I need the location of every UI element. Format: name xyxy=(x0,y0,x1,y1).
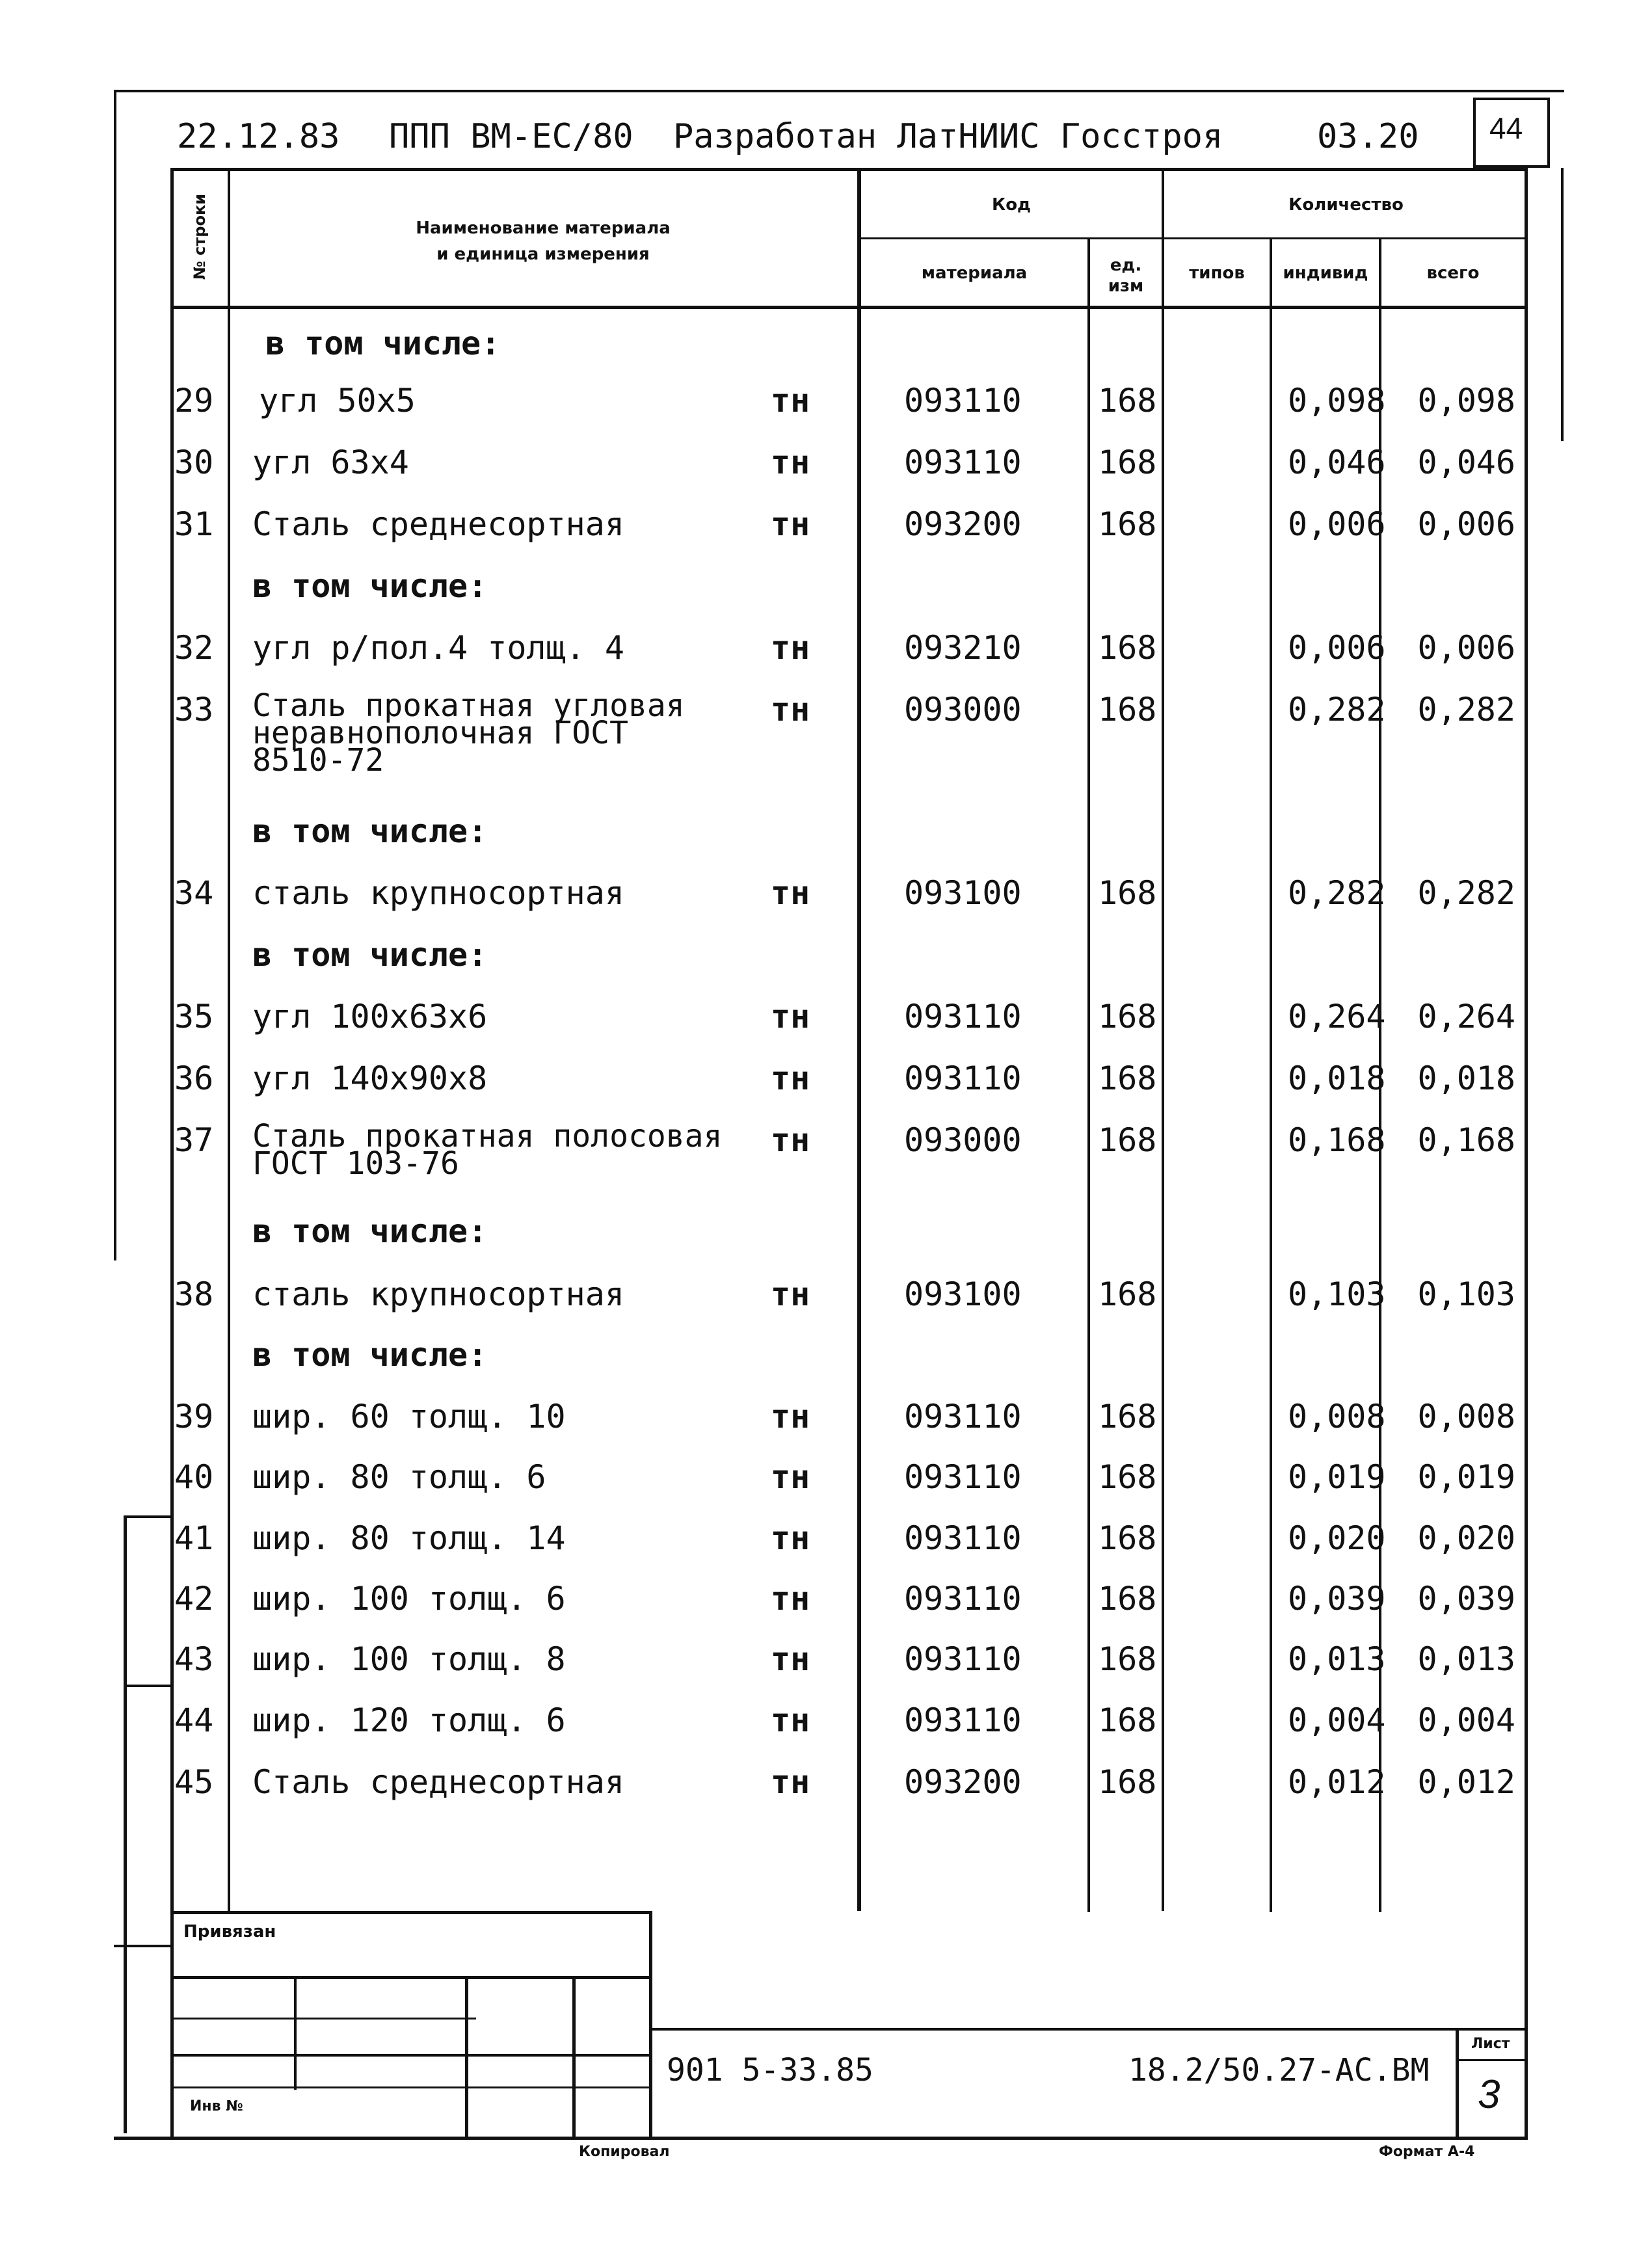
table-top-line xyxy=(170,168,1528,171)
row-total: 0,168 xyxy=(1417,1121,1515,1159)
row-name: шир. 100 толщ. 8 xyxy=(252,1640,566,1678)
frame-bottom-line xyxy=(114,2137,1528,2140)
row-name: угл 140х90х8 xyxy=(252,1060,488,1097)
table-row xyxy=(0,1520,1652,1579)
row-unit-code: 168 xyxy=(1098,1458,1157,1496)
row-unit: тн xyxy=(771,1580,810,1618)
row-name: Сталь прокатная полосовая xyxy=(252,1118,723,1154)
row-material-code: 093110 xyxy=(904,1519,1022,1557)
row-name: в том числе: xyxy=(265,325,501,362)
row-number: 33 xyxy=(174,691,214,728)
row-name: в том числе: xyxy=(252,1336,488,1374)
row-material-code: 093110 xyxy=(904,1701,1022,1739)
row-name: сталь крупносортная xyxy=(252,874,624,912)
row-unit-code: 168 xyxy=(1098,1398,1157,1435)
row-number: 43 xyxy=(174,1640,214,1678)
table-row xyxy=(0,1580,1652,1639)
row-material-code: 093000 xyxy=(904,1121,1022,1159)
table-row xyxy=(0,630,1652,688)
row-material-code: 093100 xyxy=(904,1275,1022,1313)
row-total: 0,013 xyxy=(1417,1640,1515,1678)
row-unit: тн xyxy=(771,1519,810,1557)
row-total: 0,046 xyxy=(1417,444,1515,481)
row-individual: 0,020 xyxy=(1288,1519,1386,1557)
row-unit-code: 168 xyxy=(1098,874,1157,912)
stamp-row-line2 xyxy=(170,2018,476,2019)
table-row xyxy=(0,998,1652,1057)
row-total: 0,012 xyxy=(1417,1763,1515,1801)
row-material-code: 093110 xyxy=(904,1060,1022,1097)
col-header-name-2: и единица измерения xyxy=(436,245,650,264)
header-code: ППП ВМ-ЕС/80 xyxy=(389,117,633,156)
sheet-number: 3 xyxy=(1478,2072,1500,2117)
row-individual: 0,019 xyxy=(1288,1458,1386,1496)
stamp-col-line3 xyxy=(572,1976,576,2139)
row-name-line2: неравнополочная ГОСТ xyxy=(252,715,628,751)
page-mark: 44 xyxy=(1489,111,1523,145)
row-unit: тн xyxy=(771,1398,810,1435)
table-row xyxy=(0,1702,1652,1761)
row-name: шир. 80 толщ. 6 xyxy=(252,1458,546,1496)
table-row xyxy=(0,568,1652,626)
table-row xyxy=(0,1764,1652,1822)
table-row xyxy=(0,506,1652,565)
table-row xyxy=(0,444,1652,503)
row-number: 38 xyxy=(174,1275,214,1313)
col-header-material: материала xyxy=(921,263,1028,283)
col-header-unit-1: ед. xyxy=(1110,256,1142,275)
row-name: угл 100х63х6 xyxy=(252,998,488,1035)
row-unit-code: 168 xyxy=(1098,444,1157,481)
row-total: 0,282 xyxy=(1417,691,1515,728)
row-unit-code: 168 xyxy=(1098,1060,1157,1097)
row-material-code: 093200 xyxy=(904,505,1022,543)
row-name-line3: 8510-72 xyxy=(252,742,384,779)
bound-label: Привязан xyxy=(183,1922,276,1941)
table-row xyxy=(0,1213,1652,1272)
header-mid-line xyxy=(857,237,1528,239)
row-material-code: 093110 xyxy=(904,1580,1022,1618)
row-name: угл 63х4 xyxy=(252,444,409,481)
col-header-code: Код xyxy=(991,195,1032,215)
row-number: 34 xyxy=(174,874,214,912)
row-individual: 0,282 xyxy=(1288,691,1386,728)
table-row xyxy=(0,687,1652,808)
doc-number: 901 5-33.85 xyxy=(667,2052,873,2088)
row-unit: тн xyxy=(771,444,810,481)
row-name: шир. 120 толщ. 6 xyxy=(252,1701,566,1739)
table-row xyxy=(0,1398,1652,1457)
row-total: 0,020 xyxy=(1417,1519,1515,1557)
row-unit: тн xyxy=(771,1458,810,1496)
stamp-bind-top xyxy=(170,1911,652,1914)
row-individual: 0,018 xyxy=(1288,1060,1386,1097)
row-individual: 0,046 xyxy=(1288,444,1386,481)
col-header-individual: индивид xyxy=(1283,263,1368,283)
row-unit: тн xyxy=(771,874,810,912)
header-number: 03.20 xyxy=(1317,117,1419,156)
row-number: 31 xyxy=(174,505,214,543)
row-unit: тн xyxy=(771,1060,810,1097)
row-material-code: 093110 xyxy=(904,382,1022,420)
row-number: 35 xyxy=(174,998,214,1035)
row-unit-code: 168 xyxy=(1098,691,1157,728)
row-total: 0,006 xyxy=(1417,505,1515,543)
row-material-code: 093100 xyxy=(904,874,1022,912)
sheet-box-mid xyxy=(1456,2059,1528,2061)
row-name: шир. 100 толщ. 6 xyxy=(252,1580,566,1618)
row-name: шир. 80 толщ. 14 xyxy=(252,1519,566,1557)
row-unit-code: 168 xyxy=(1098,1640,1157,1678)
stamp-bind-right xyxy=(649,1911,652,2139)
row-unit-code: 168 xyxy=(1098,1519,1157,1557)
table-row xyxy=(0,1276,1652,1335)
row-total: 0,264 xyxy=(1417,998,1515,1035)
row-total: 0,039 xyxy=(1417,1580,1515,1618)
row-individual: 0,008 xyxy=(1288,1398,1386,1435)
row-number: 37 xyxy=(174,1121,214,1159)
row-individual: 0,006 xyxy=(1288,629,1386,667)
table-row xyxy=(0,1459,1652,1517)
row-material-code: 093110 xyxy=(904,1640,1022,1678)
row-individual: 0,013 xyxy=(1288,1640,1386,1678)
bottom-left-tick3 xyxy=(114,1945,172,1947)
table-row xyxy=(0,1118,1652,1206)
row-material-code: 093110 xyxy=(904,1458,1022,1496)
row-unit-code: 168 xyxy=(1098,1275,1157,1313)
table-row xyxy=(0,325,1652,384)
row-unit: тн xyxy=(771,1275,810,1313)
row-unit-code: 168 xyxy=(1098,629,1157,667)
table-row xyxy=(0,1337,1652,1395)
row-name: в том числе: xyxy=(252,567,488,605)
row-material-code: 093200 xyxy=(904,1763,1022,1801)
row-number: 32 xyxy=(174,629,214,667)
row-total: 0,019 xyxy=(1417,1458,1515,1496)
row-number: 39 xyxy=(174,1398,214,1435)
row-name: в том числе: xyxy=(252,936,488,974)
row-unit-code: 168 xyxy=(1098,505,1157,543)
stamp-row-line3 xyxy=(170,2054,652,2057)
copied-label: Копировал xyxy=(579,2144,670,2160)
col-header-total: всего xyxy=(1426,263,1480,283)
table-row xyxy=(0,875,1652,933)
row-number: 45 xyxy=(174,1763,214,1801)
row-number: 40 xyxy=(174,1458,214,1496)
row-total: 0,282 xyxy=(1417,874,1515,912)
stamp-col-line1 xyxy=(294,1976,297,2090)
row-unit-code: 168 xyxy=(1098,1701,1157,1739)
header-date: 22.12.83 xyxy=(177,117,340,156)
header-bottom-line xyxy=(170,306,1528,309)
row-name: в том числе: xyxy=(252,1212,488,1250)
row-total: 0,103 xyxy=(1417,1275,1515,1313)
stamp-main-top xyxy=(652,2028,1528,2031)
sheet-box-left xyxy=(1456,2028,1459,2139)
table-row xyxy=(0,937,1652,995)
row-total: 0,018 xyxy=(1417,1060,1515,1097)
row-total: 0,006 xyxy=(1417,629,1515,667)
row-individual: 0,004 xyxy=(1288,1701,1386,1739)
row-number: 36 xyxy=(174,1060,214,1097)
row-individual: 0,039 xyxy=(1288,1580,1386,1618)
row-unit: тн xyxy=(771,629,810,667)
row-name: угл 50х5 xyxy=(259,382,416,420)
row-number: 41 xyxy=(174,1519,214,1557)
stamp-row-line1 xyxy=(170,1976,652,1979)
row-total: 0,008 xyxy=(1417,1398,1515,1435)
row-individual: 0,168 xyxy=(1288,1121,1386,1159)
row-name: угл р/пол.4 толщ. 4 xyxy=(252,629,624,667)
header-developer: Разработан ЛатНИИС Госстроя xyxy=(673,117,1223,156)
table-row xyxy=(0,382,1652,441)
row-name: в том числе: xyxy=(252,812,488,850)
col-header-name-1: Наименование материала xyxy=(416,219,671,238)
row-material-code: 093110 xyxy=(904,1398,1022,1435)
row-unit: тн xyxy=(771,382,810,420)
row-unit-code: 168 xyxy=(1098,1121,1157,1159)
row-material-code: 093210 xyxy=(904,629,1022,667)
row-number: 30 xyxy=(174,444,214,481)
row-individual: 0,006 xyxy=(1288,505,1386,543)
row-unit-code: 168 xyxy=(1098,998,1157,1035)
table-row xyxy=(0,1060,1652,1119)
col-header-typical: типов xyxy=(1189,263,1245,283)
stamp-col-line2 xyxy=(465,1976,468,2139)
stamp-row-line4 xyxy=(170,2086,652,2088)
row-unit: тн xyxy=(771,505,810,543)
row-name: Сталь прокатная угловая xyxy=(252,687,685,724)
row-unit-code: 168 xyxy=(1098,382,1157,420)
row-number: 42 xyxy=(174,1580,214,1618)
col-header-row-no: № строки xyxy=(191,193,209,280)
row-individual: 0,103 xyxy=(1288,1275,1386,1313)
row-name: сталь крупносортная xyxy=(252,1275,624,1313)
row-total: 0,004 xyxy=(1417,1701,1515,1739)
row-unit: тн xyxy=(771,1640,810,1678)
row-unit: тн xyxy=(771,1763,810,1801)
row-name: Сталь среднесортная xyxy=(252,505,624,543)
row-individual: 0,264 xyxy=(1288,998,1386,1035)
row-individual: 0,012 xyxy=(1288,1763,1386,1801)
row-number: 29 xyxy=(174,382,214,420)
row-material-code: 093110 xyxy=(904,998,1022,1035)
row-unit: тн xyxy=(771,998,810,1035)
row-name-line2: ГОСТ 103-76 xyxy=(252,1145,459,1182)
frame-top-line xyxy=(114,90,1564,92)
row-material-code: 093110 xyxy=(904,444,1022,481)
row-unit-code: 168 xyxy=(1098,1763,1157,1801)
format-label: Формат А-4 xyxy=(1379,2144,1475,2160)
row-number: 44 xyxy=(174,1701,214,1739)
table-row xyxy=(0,813,1652,872)
row-individual: 0,282 xyxy=(1288,874,1386,912)
col-header-quantity: Количество xyxy=(1288,195,1404,215)
sheet-label: Лист xyxy=(1471,2036,1510,2052)
row-unit-code: 168 xyxy=(1098,1580,1157,1618)
drawing-code: 18.2/50.27-АС.ВМ xyxy=(1128,2052,1430,2088)
inv-label: Инв № xyxy=(190,2098,243,2114)
col-header-unit-2: изм xyxy=(1108,276,1144,296)
row-name: Сталь среднесортная xyxy=(252,1763,624,1801)
row-total: 0,098 xyxy=(1417,382,1515,420)
row-individual: 0,098 xyxy=(1288,382,1386,420)
row-unit: тн xyxy=(771,1701,810,1739)
row-material-code: 093000 xyxy=(904,691,1022,728)
row-unit: тн xyxy=(771,1121,810,1159)
row-name: шир. 60 толщ. 10 xyxy=(252,1398,566,1435)
table-row xyxy=(0,1641,1652,1700)
row-unit: тн xyxy=(771,691,810,728)
